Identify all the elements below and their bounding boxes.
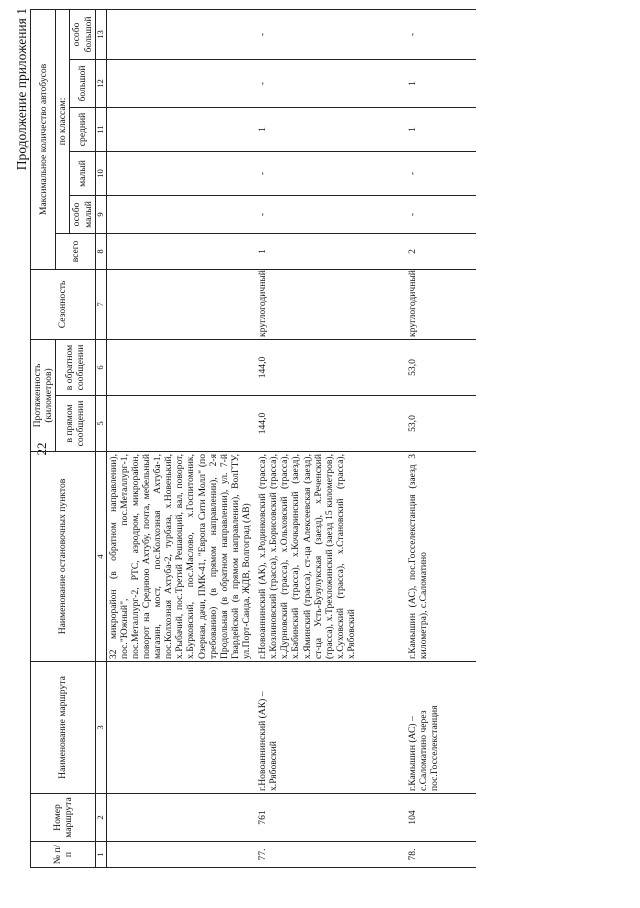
cell-extra-small [106, 195, 256, 233]
cell-small: - [406, 151, 476, 195]
cell-extra-large: - [256, 9, 406, 59]
cell-large: 1 [406, 59, 476, 107]
col-number: 9 [95, 195, 106, 233]
col-number: 7 [95, 269, 106, 339]
cell-length-forward [106, 396, 256, 452]
cell-num: 78. [406, 842, 476, 868]
cell-small [106, 151, 256, 195]
col-number: 10 [95, 151, 106, 195]
cell-extra-small: - [256, 195, 406, 233]
header-extra-large: особо большой [70, 9, 95, 59]
cell-seasonality [106, 269, 256, 339]
header-seasonality: Сезонность [31, 269, 96, 339]
cell-medium: 1 [406, 107, 476, 151]
cell-extra-large [106, 9, 256, 59]
col-number: 4 [95, 452, 106, 662]
cell-seasonality: круглогодичный [406, 269, 476, 339]
cell-route-number: 761 [256, 794, 406, 842]
table-row [256, 9, 406, 867]
header-route-number: Номер маршрута [31, 794, 96, 842]
cell-total [106, 233, 256, 269]
col-number: 13 [95, 9, 106, 59]
cell-length-back: 53,0 [406, 339, 476, 395]
cell-num: 77. [256, 842, 406, 868]
cell-stops: г.Новоаннинский (АК), х.Родинковский (трасса), х.Козлиновский (трасса), х.Борисовский (трасса), х.Дурновский (трасса), х.Ольховский (трасса), х.Бабинский (трасса), х.Кочкаринский (заезд), х.Яминский (трасса), ст-ца Алексеевская (заезд), ст-ца Усть-Бузулукская (заезд), х.Реченский (трасса), х.Трехложинский (заезд 15 километров), х.Суховский (трасса), х.Становский (трасса), х.Рябовский [256, 452, 406, 662]
cell-length-forward: 144,0 [256, 396, 406, 452]
column-number-row [95, 9, 106, 867]
header-length: Протяженность (километров) [31, 339, 56, 451]
cell-large [106, 59, 256, 107]
cell-length-back: 144,0 [256, 339, 406, 395]
header-length-forward: в прямом сообщении [56, 396, 95, 452]
header-total: всего [56, 233, 95, 269]
cell-stops: г.Камышин (АС), пос.Госселекстанция (заезд 3 километра), с.Саломатино [406, 452, 476, 662]
cell-extra-small: - [406, 195, 476, 233]
col-number: 11 [95, 107, 106, 151]
cell-length-forward: 53,0 [406, 396, 476, 452]
cell-large: - [256, 59, 406, 107]
page-number: 22 [34, 442, 49, 456]
cell-seasonality: круглогодичный [256, 269, 406, 339]
header-buses: Максимальное количество автобусов [31, 9, 56, 269]
header-extra-small: особо малый [70, 195, 95, 233]
col-number: 3 [95, 662, 106, 794]
header-length-back: в обратном сообщении [56, 339, 95, 395]
header-route-name: Наименование маршрута [31, 662, 96, 794]
col-number: 5 [95, 396, 106, 452]
cell-total: 2 [406, 233, 476, 269]
header-stops: Наименование остановочных пунктов [31, 452, 96, 662]
cell-medium [106, 107, 256, 151]
col-number: 1 [95, 842, 106, 868]
cell-length-back [106, 339, 256, 395]
cell-stops: 32 микрорайон (в обратном направлении), пос."Южный", пос.Металлург-1, пос.Металлург-2, РТС, аэродром, микрорайон, поворот на Среднюю Ахтубу, почта, мебельный магазин, мост, пос.Колхозная Ахтуба-1, пос.Колхозная Ахтуба-2, турбаза, х.Новенький, х.Рыбачий, пос.Третий Решающий, вал, поворот, х.Бурковский, пос.Маслово, х.Госпитомник, Озерная, дачи, ПМК-41, "Европа Сити Молл" (по требованию) (в прямом направлении), 2-я Продольная (в обратном направлении), ул. 7-й Гвардейской (в прямом направлении), ВолГТУ, ул.Порт-Саида, ЖДВ, Волгоград (АВ) [106, 452, 256, 662]
cell-route-name: г.Камышин (АС) – с.Саломатино через пос.Госселекстанция [406, 662, 476, 794]
header-by-class: по классам: [56, 9, 70, 233]
cell-route-number: 104 [406, 794, 476, 842]
cell-route-name: г.Новоаннинский (АК) – х.Рябовский [256, 662, 406, 794]
header-medium: средний [70, 107, 95, 151]
col-number: 6 [95, 339, 106, 395]
cell-medium: 1 [256, 107, 406, 151]
col-number: 8 [95, 233, 106, 269]
bus-route-table [30, 9, 476, 868]
cell-small: - [256, 151, 406, 195]
col-number: 2 [95, 794, 106, 842]
appendix-caption: Продолжение приложения 1 [14, 8, 29, 171]
col-number: 12 [95, 59, 106, 107]
header-small: малый [70, 151, 95, 195]
table-row [106, 9, 256, 867]
cell-num [106, 842, 256, 868]
header-large: большой [70, 59, 95, 107]
header-num: № п/п [31, 842, 96, 868]
table-row [406, 9, 476, 867]
cell-route-number [106, 794, 256, 842]
cell-extra-large: - [406, 9, 476, 59]
cell-route-name [106, 662, 256, 794]
cell-total: 1 [256, 233, 406, 269]
